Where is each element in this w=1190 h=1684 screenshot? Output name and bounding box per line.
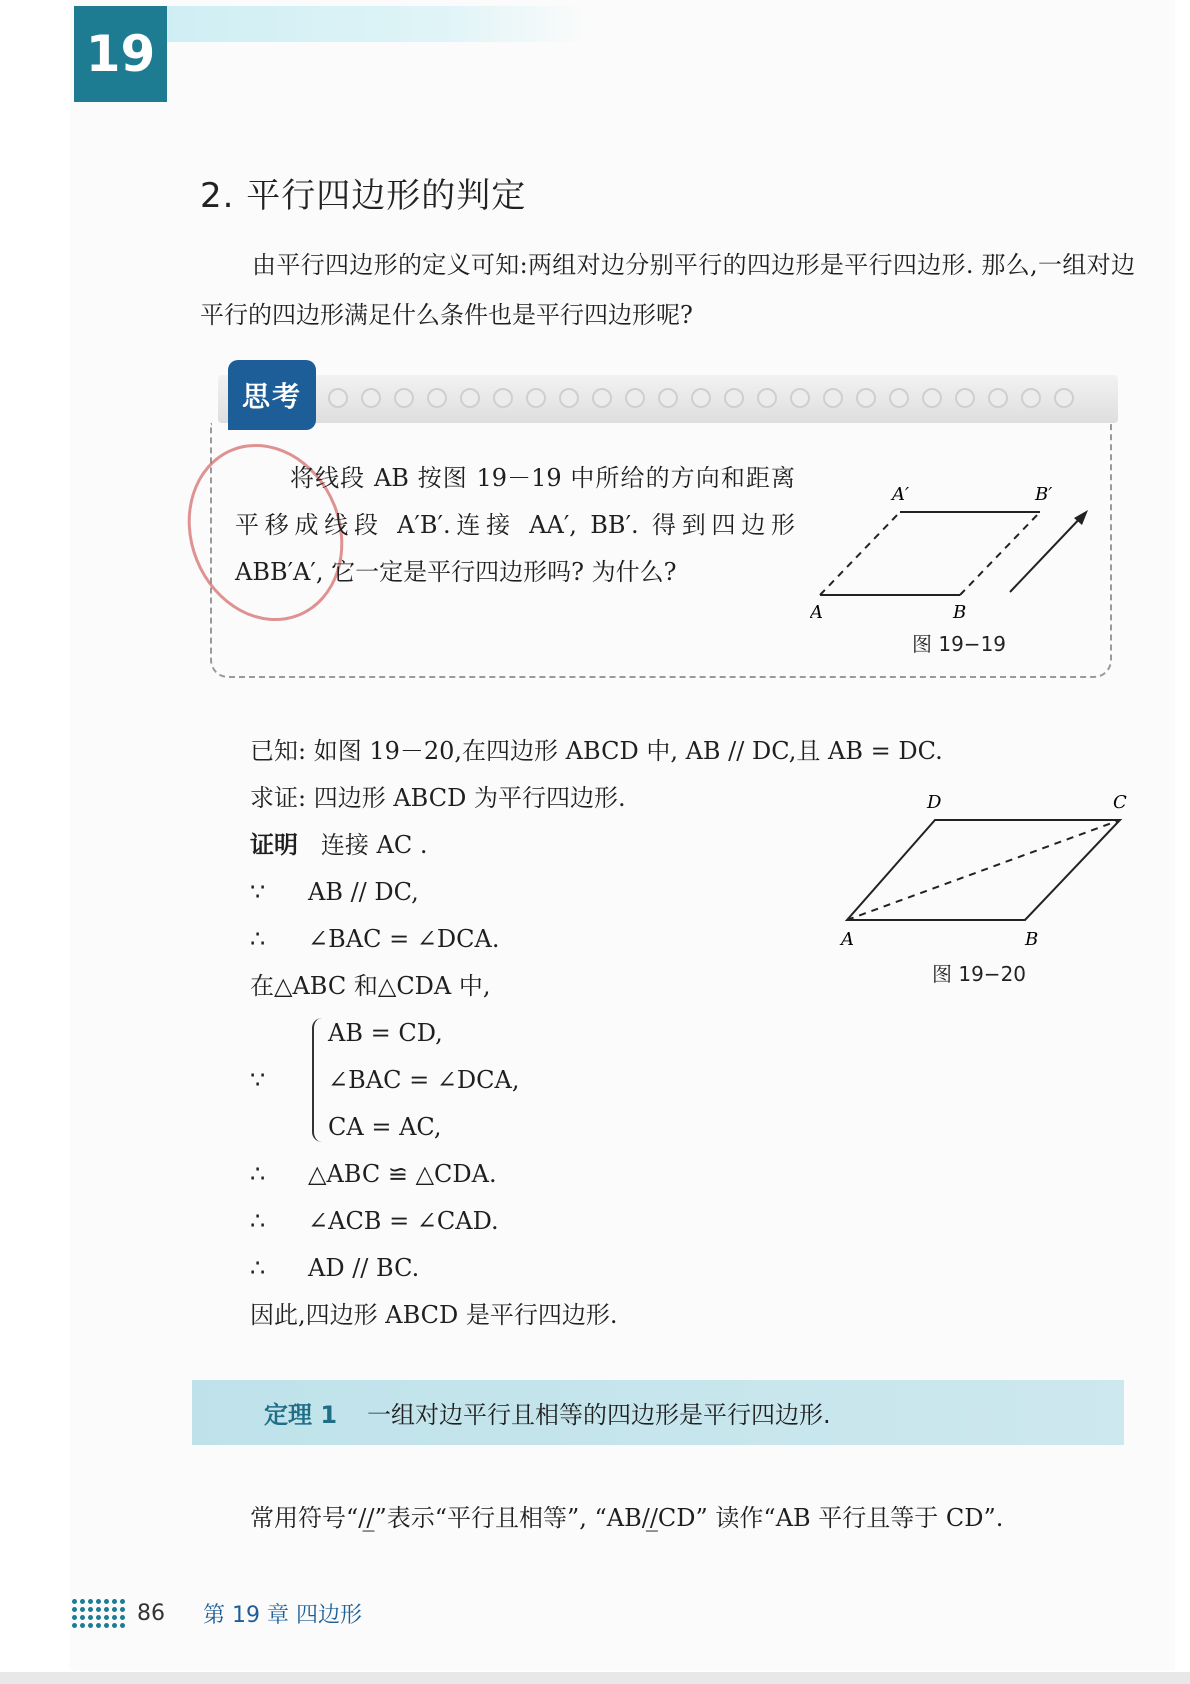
figure-19-20	[835, 790, 1135, 955]
fig1-label-a1: A′	[892, 484, 910, 505]
step-congruent: ∴ △ABC ≌ △CDA.	[250, 1160, 497, 1188]
footer-dots-icon	[72, 1599, 125, 1628]
symbol-note: 常用符号“//̲”表示“平行且相等”, “AB//̲CD” 读作“AB 平行且等于 CD”.	[250, 1504, 1004, 1532]
fig1-label-a: A	[810, 602, 823, 623]
fig2-label-c: C	[1113, 792, 1127, 813]
think-header-bar	[218, 375, 1118, 423]
condition-2: ∠BAC = ∠DCA,	[328, 1066, 520, 1094]
proof-start-line	[250, 822, 850, 869]
condition-1: AB = CD,	[328, 1019, 443, 1047]
given-line: 已知: 如图 19－20,在四边形 ABCD 中, AB // DC,且 AB = DC.	[250, 737, 943, 765]
theorem-label: 定理 1	[264, 1401, 338, 1429]
bottom-strip	[0, 1672, 1190, 1684]
intro-paragraph: 由平行四边形的定义可知:两组对边分别平行的四边形是平行四边形. 那么,一组对边平行的四边形满足什么条件也是平行四边形呢?	[200, 251, 1135, 329]
step-angle-equal: ∴ ∠BAC = ∠DCA.	[250, 925, 500, 953]
fig1-segment-bb1	[960, 512, 1040, 595]
step-parallel: ∴ AD // BC.	[250, 1254, 420, 1282]
think-label: 思考	[228, 360, 316, 430]
brace-icon	[312, 1018, 326, 1142]
proof-first-step: 连接 AC .	[320, 831, 428, 859]
chapter-number-tab: 19	[74, 6, 167, 102]
congruence-conditions: ∵ AB = CD, ∠BAC = ∠DCA, CA = AC,	[250, 1010, 850, 1151]
proof-block	[250, 728, 943, 1339]
figure-19-20-caption: 图 19−20	[932, 962, 1027, 986]
step-triangles: 在△ABC 和△CDA 中,	[250, 972, 491, 1000]
figure-19-19-caption: 图 19−19	[912, 632, 1007, 656]
prove-line: 求证: 四边形 ABCD 为平行四边形.	[250, 784, 626, 812]
fig1-label-b: B	[953, 602, 967, 623]
condition-3: CA = AC,	[328, 1113, 442, 1141]
section-title: 2. 平行四边形的判定	[200, 176, 527, 216]
conclusion-line: 因此,四边形 ABCD 是平行四边形.	[250, 1301, 618, 1329]
theorem-box	[192, 1380, 1124, 1445]
footer-chapter: 第 19 章 四边形	[203, 1603, 362, 1628]
fig1-segment-aa1	[820, 512, 900, 595]
fig2-label-d: D	[927, 792, 942, 813]
theorem-text: 一组对边平行且相等的四边形是平行四边形.	[367, 1401, 831, 1429]
figure-19-19	[810, 480, 1110, 630]
fig2-label-a: A	[841, 929, 854, 950]
fig2-diagonal-ac	[847, 820, 1120, 920]
proof-label: 证明	[250, 831, 298, 859]
step-angle-equal-2: ∴ ∠ACB = ∠CAD.	[250, 1207, 499, 1235]
page-number: 86	[137, 1601, 165, 1626]
step-because-parallel: ∵ AB // DC,	[250, 878, 419, 906]
think-text: 将线段 AB 按图 19－19 中所给的方向和距离平移成线段 A′B′.连接 AA′, BB′. 得到四边形 ABB′A′, 它一定是平行四边形吗? 为什么?	[235, 464, 795, 586]
fig2-label-b: B	[1025, 929, 1039, 950]
page-footer	[72, 1598, 362, 1629]
header-band	[167, 6, 587, 42]
think-dots-decoration	[328, 388, 1074, 408]
fig1-label-b1: B′	[1035, 484, 1053, 505]
fig1-direction-arrow	[1010, 513, 1085, 592]
